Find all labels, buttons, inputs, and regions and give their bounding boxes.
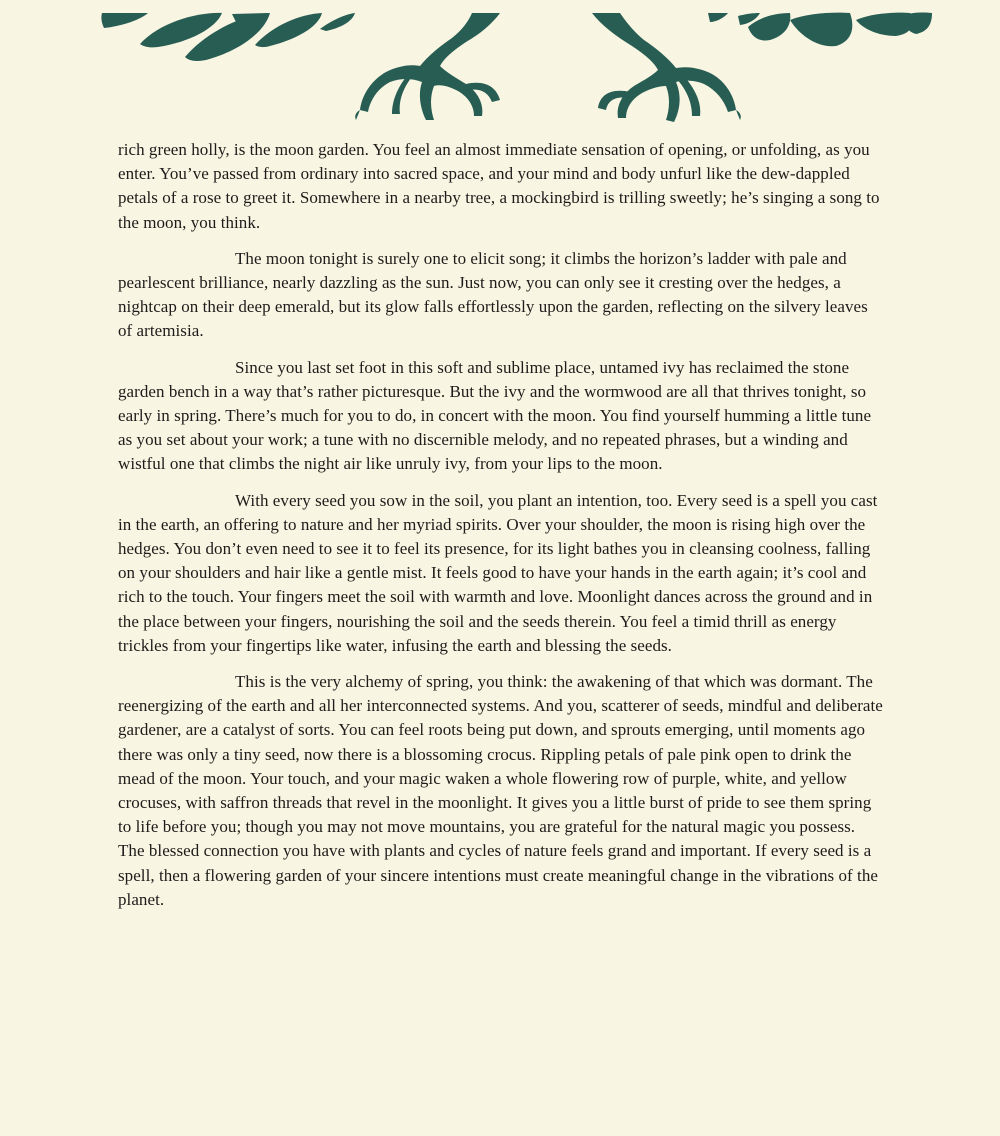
paragraph-3: Since you last set foot in this soft and sublime place, untamed ivy has reclaimed the stone garden bench in a way that’s rather picturesque. But the ivy and the wormwood are all that thrives tonight, so early in spring. There’s much for you to do, in concert with the moon. You find yourself humming a little tune as you set about your work; a tune with no discernible melody, and no repeated phrases, but a winding and wistful one that climbs the night air like unruly ivy, from your lips to the moon. <box>118 357 872 474</box>
paragraph-1: rich green holly, is the moon garden. You feel an almost immediate sensation of opening, or unfolding, as you enter. You’ve passed from ordinary into sacred space, and your mind and body unfurl like the dew-dappled petals of a rose to greet it. Somewhere in a nearby tree, a mockingbird is trilling sweetly; he’s singing a song to the moon, you think. <box>118 140 880 232</box>
body-text <box>118 138 884 924</box>
left-feathers-icon <box>101 13 355 61</box>
right-talon-icon <box>592 13 741 122</box>
paragraph-2: The moon tonight is surely one to elicit song; it climbs the horizon’s ladder with pale and pearlescent brilliance, nearly dazzling as the sun. Just now, you can only see it cresting over the hedges, a nightcap on their deep emerald, but its glow falls effortlessly upon the garden, reflecting on the silvery leaves of artemisia. <box>118 248 868 341</box>
left-talon-icon <box>355 13 500 120</box>
right-feathers-icon <box>708 12 932 46</box>
paragraph-5: This is the very alchemy of spring, you think: the awakening of that which was dormant. The reenergizing of the earth and all her interconnected systems. And you, scatterer of seeds, mindful and deliberate gardener, are a catalyst of sorts. You can feel roots being put down, and sprouts emerging, until moments ago there was only a tiny seed, now there is a blossoming crocus. Rippling petals of pale pink open to drink the mead of the moon. Your touch, and your magic waken a whole flowering row of purple, white, and yellow crocuses, with saffron threads that revel in the moonlight. It gives you a little burst of pride to see them spring to life before you; though you may not move mountains, you are grateful for the natural magic you possess. The blessed connection you have with plants and cycles of nature feels grand and important. If every seed is a spell, then a flowering garden of your sincere intentions must create meaningful change in the vibrations of the planet. <box>118 672 883 909</box>
paragraph-4: With every seed you sow in the soil, you plant an intention, too. Every seed is a spell you cast in the earth, an offering to nature and her myriad spirits. Over your shoulder, the moon is rising high over the hedges. You don’t even need to see it to feel its presence, for its light bathes you in cleansing coolness, falling on your shoulders and hair like a gentle mist. It feels good to have your hands in the earth again; it’s cool and rich to the touch. Your fingers meet the soil with warmth and love. Moonlight dances across the ground and in the place between your fingers, nourishing the soil and the seeds therein. You feel a timid thrill as energy trickles from your fingertips like water, infusing the earth and blessing the seeds. <box>118 490 878 655</box>
feathers-and-talons-ornament-icon <box>0 0 1000 135</box>
